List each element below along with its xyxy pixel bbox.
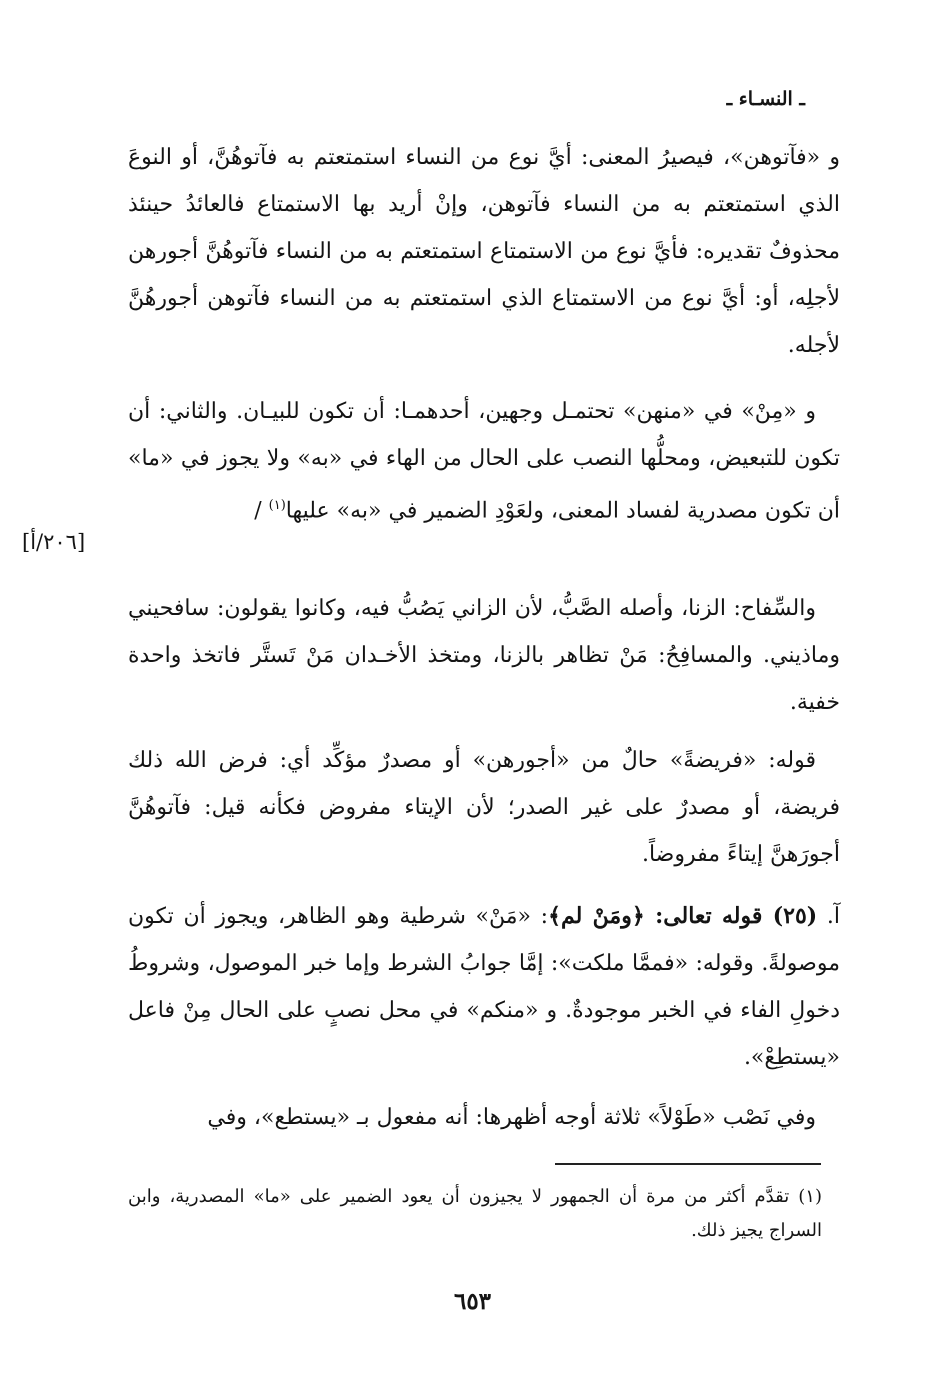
verse-label: قوله تعالى: ﴿ومَنْ لم﴾	[548, 903, 773, 929]
paragraph-5	[128, 893, 840, 1081]
paragraph-1	[128, 134, 840, 369]
paragraph-4-content: قوله: «فريضةً» حالٌ من «أجورهن» أو مصدرٌ مؤكِّد أي: فرض الله ذلك فريضة، أو مصدرٌ على غير الصدر؛ لأن الإيتاء مفروض فكأنه قيل: فآتوهُنَّ أجورَهنَّ إيتاءً مفروضاً.	[128, 748, 840, 867]
paragraph-6-content: وفي نَصْب «طَوْلاً» ثلاثة أوجه أظهرها: أنه مفعول بـ «يستطع»، وفي	[207, 1105, 816, 1130]
paragraph-5-content: : «مَنْ» شرطية وهو الظاهر، ويجوز أن تكون موصولةً. وقوله: «فممَّا ملكت»: إمَّا جوابُ الشرط وإما خبر الموصول، وشروطُ دخولِ الفاء في الخبر موجودةٌ. و «منكم» في محل نصبٍ على الحال مِنْ فاعل «يستطِعْ».	[128, 904, 840, 1070]
footnote: (١) تقدَّم أكثر من مرة أن الجمهور لا يجيزون أن يعود الضمير على «ما» المصدرية، وابن السراج يجيز ذلك.	[128, 1186, 822, 1241]
paragraph-5-text	[128, 893, 840, 1081]
paragraph-6-text	[128, 1094, 840, 1141]
paragraph-2-text	[128, 388, 840, 534]
running-header: ـ النسـاء ـ	[726, 88, 805, 110]
paragraph-1-text: و «فآتوهن»، فيصيرُ المعنى: أيَّ نوع من النساء استمتعتم به فآتوهُنَّ، أو النوعَ الذي استمتعتم به من النساء فآتوهن، وإنْ أريد بها الاستمتاع فالعائدُ حينئذ محذوفٌ تقديره: فأيَّ نوع من الاستمتاع استمتعتم به من النساء فآتوهُنَّ أجورهن لأجلِه، أو: أيَّ نوع من الاستمتاع الذي استمتعتم به من النساء فآتوهن أجورهُنَّ لأجله.	[128, 145, 840, 358]
paragraph-2-end: /	[254, 498, 269, 524]
paragraph-3	[128, 585, 840, 726]
footnote-divider	[555, 1163, 821, 1165]
verse-prefix: آ.	[817, 904, 840, 929]
paragraph-3-text	[128, 585, 840, 726]
paragraph-2-main: و «مِنْ» في «منهن» تحتمـل وجهين، أحدهمـا: أن تكون للبيـان. والثاني: أن تكون للتبعيض، ومحلُّها النصب على الحال من الهاء في «به» ولا يجوز في «ما» أن تكون مصدرية لفساد المعنى، ولعَوْدِ الضمير في «به» عليها	[128, 399, 840, 524]
paragraph-2	[128, 388, 840, 534]
paragraph-6	[128, 1094, 840, 1141]
paragraph-4	[128, 737, 840, 878]
paragraph-3-content: والسِّفاح: الزنا، وأصله الصَّبُّ، لأن الزاني يَصُبُّ فيه، وكانوا يقولون: سافحيني وماذيني. والمسافِحُ: مَنْ تظاهر بالزنا، ومتخذ الأخـدان مَنْ تَستَّر فاتخذ واحدة خفية.	[128, 596, 840, 715]
manuscript-folio-reference: [٢٠٦/أ]	[22, 530, 86, 554]
paragraph-4-text	[128, 737, 840, 878]
page-number: ٦٥٣	[453, 1288, 492, 1315]
verse-number: (٢٥)	[772, 903, 818, 929]
footnote-reference: (١)	[268, 498, 286, 513]
